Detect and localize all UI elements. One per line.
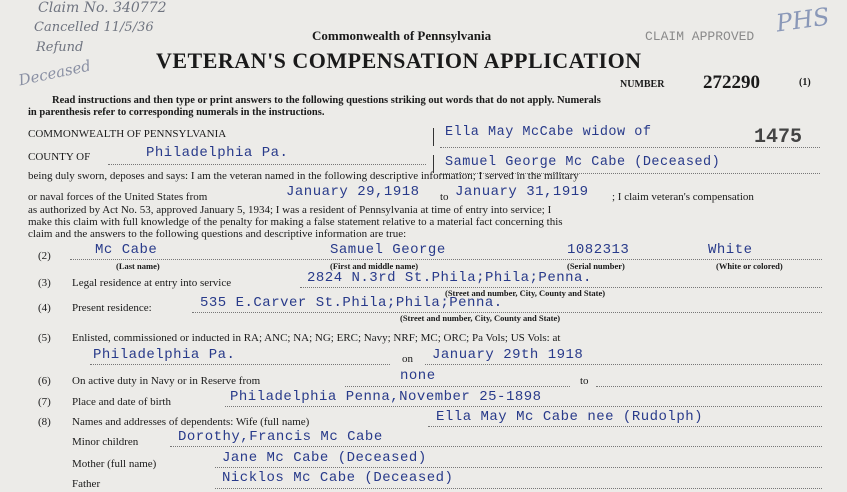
commonwealth-heading: Commonwealth of Pennsylvania [312,28,492,43]
residence-entry-caption: (Street and number, City, County and State) [445,288,606,298]
dependents-label: Names and addresses of dependents: Wife (full name) [72,416,310,428]
service-prefix: or naval forces of the United States from [28,191,208,203]
wife-underline [428,426,822,427]
form-title: VETERAN'S COMPENSATION APPLICATION [156,48,642,73]
act-line2: make this claim with full knowledge of the penalty for making a false statement relative to a material fact concerning this [28,216,563,228]
county-label: COUNTY OF [28,151,91,163]
last-name-value: Mc Cabe [95,242,158,258]
service-suffix: ; I claim veteran's compensation [612,191,754,203]
instructions-line1: Read instructions and then type or print answers to the following questions striking out words that do not apply. Numerals [52,95,601,106]
present-residence-caption: (Street and number, City, County and State) [400,313,561,323]
instructions-line2: in parenthesis refer to corresponding numerals in the instructions. [28,107,325,118]
serial-caption: (Serial number) [567,261,625,271]
item-7-number: (7) [38,396,51,408]
act-line3: claim and the answers to the following questions and descriptive information are true: [28,228,407,240]
item-3-number: (3) [38,277,51,289]
service-from-date: January 29,1918 [286,184,420,200]
item-5-number: (5) [38,332,51,344]
present-residence-label: Present residence: [72,302,152,314]
claim-approved-stamp: CLAIM APPROVED [645,29,755,44]
father-label: Father [72,478,101,490]
number-suffix: (1) [799,77,811,88]
father-value: Nicklos Mc Cabe (Deceased) [222,470,454,486]
office-code: 1475 [754,126,803,149]
active-duty-value: none [400,368,436,384]
serial-number-value: 1082313 [567,242,630,258]
applicant-name-line1: Ella May McCabe widow of [445,125,652,140]
application-number: 272290 [703,72,760,93]
item-8-number: (8) [38,416,51,428]
applicant-name-line2: Samuel George Mc Cabe (Deceased) [445,155,721,170]
service-to-date: January 31,1919 [455,184,589,200]
birth-label: Place and date of birth [72,396,171,408]
active-duty-to-label: to [580,375,589,387]
mother-label: Mother (full name) [72,458,157,470]
service-to-label: to [440,191,449,203]
item-2-underline [70,259,822,260]
mother-underline [215,467,822,468]
active-duty-to-underline [596,386,822,387]
handwritten-claim-no: Claim No. 340772 [38,0,167,16]
first-middle-name-value: Samuel George [330,242,446,258]
birth-value: Philadelphia Penna,November 25-1898 [230,389,542,405]
sworn-statement: being duly sworn, deposes and says: I am the veteran named in the following descriptive information; I served in the military [28,170,579,182]
number-label: NUMBER [620,79,665,90]
last-name-caption: (Last name) [116,261,160,271]
residence-entry-label: Legal residence at entry into service [72,277,232,289]
county-underline [108,164,426,165]
color-caption: (White or colored) [716,261,783,271]
item-6-number: (6) [38,375,51,387]
wife-name-value: Ella May Mc Cabe nee (Rudolph) [436,409,704,425]
active-duty-label: On active duty in Navy or in Reserve from [72,375,261,387]
item-2-number: (2) [38,250,51,262]
minor-children-value: Dorothy,Francis Mc Cabe [178,429,383,445]
enlisted-text: Enlisted, commissioned or inducted in RA; ANC; NA; NG; ERC; Navy; NRF; MC; ORC; Pa Vols; US Vols: at [72,332,561,344]
present-residence-value: 535 E.Carver St.Phila;Phila;Penna. [200,295,503,311]
enlisted-place-value: Philadelphia Pa. [93,347,236,363]
handwritten-deceased: Deceased [16,56,93,90]
handwritten-refund: Refund [36,40,84,55]
residence-entry-value: 2824 N.3rd St.Phila;Phila;Penna. [307,270,592,286]
approval-initials: PHS [774,2,832,38]
act-line1: as authorized by Act No. 53, approved January 5, 1934; I was a resident of Pennsylvania at time of entry into service; I [28,204,552,216]
applicant-bracket-top [433,128,434,146]
county-value: Philadelphia Pa. [146,145,289,161]
item-4-number: (4) [38,302,51,314]
enlisted-date-value: January 29th 1918 [432,347,584,363]
commonwealth-label: COMMONWEALTH OF PENNSYLVANIA [28,128,227,140]
first-middle-caption: (First and middle name) [330,261,419,271]
race-value: White [708,242,753,258]
minor-children-label: Minor children [72,436,139,448]
enlisted-place-underline [90,364,390,365]
mother-value: Jane Mc Cabe (Deceased) [222,450,427,466]
minor-children-underline [170,446,822,447]
enlisted-date-underline [425,364,822,365]
enlisted-on-label: on [402,353,413,365]
handwritten-cancelled: Cancelled 11/5/36 [34,20,154,35]
item-7-underline [225,406,822,407]
active-duty-from-underline [345,386,570,387]
father-underline [215,488,822,489]
